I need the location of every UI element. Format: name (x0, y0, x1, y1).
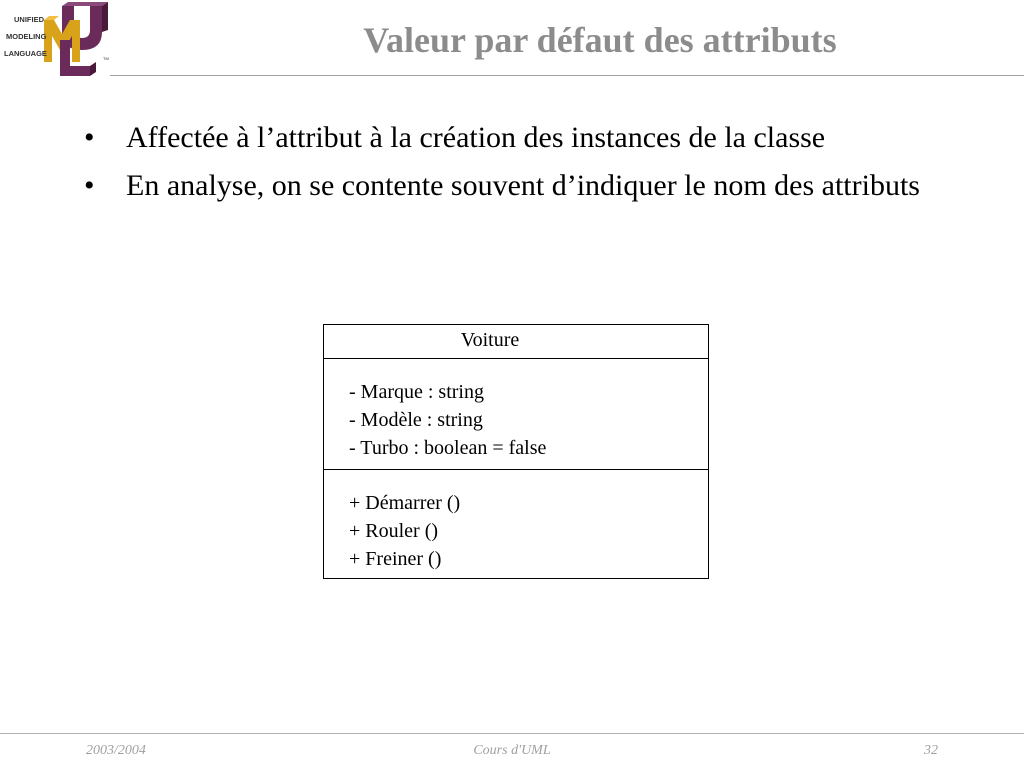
operation-item: + Démarrer () (349, 492, 461, 514)
operation-item: + Rouler () (349, 520, 439, 542)
title-divider (110, 75, 1024, 76)
bullet-text: En analyse, on se contente souvent d’indiquer le nom des attributs (126, 169, 920, 202)
bullet-item (84, 166, 964, 206)
footer-divider (0, 733, 1024, 734)
attribute-item: - Turbo : boolean = false (349, 437, 547, 459)
footer-date: 2003/2004 (86, 743, 146, 758)
page-title: Valeur par défaut des attributs (363, 20, 837, 60)
bullet-dot-icon: • (84, 169, 95, 202)
logo-tm: TM (103, 56, 109, 61)
class-name: Voiture (324, 325, 708, 359)
bullet-item (84, 118, 964, 158)
page-number: 32 (924, 743, 938, 758)
operation-item: + Freiner () (349, 548, 442, 570)
logo-line-3: LANGUAGE (4, 49, 47, 58)
footer-course: Cours d'UML (473, 743, 551, 758)
uml-logo-icon (2, 0, 114, 78)
class-attributes (324, 359, 708, 470)
bullet-dot-icon: • (84, 121, 95, 154)
attribute-item: - Modèle : string (349, 409, 483, 431)
uml-class-diagram (323, 324, 709, 579)
bullet-text: Affectée à l’attribut à la création des instances de la classe (126, 121, 826, 154)
logo-line-2: MODELING (6, 32, 47, 41)
bullet-list (84, 118, 964, 214)
attribute-item: - Marque : string (349, 381, 484, 403)
logo-line-1: UNIFIED (14, 15, 44, 24)
class-operations (324, 470, 708, 573)
